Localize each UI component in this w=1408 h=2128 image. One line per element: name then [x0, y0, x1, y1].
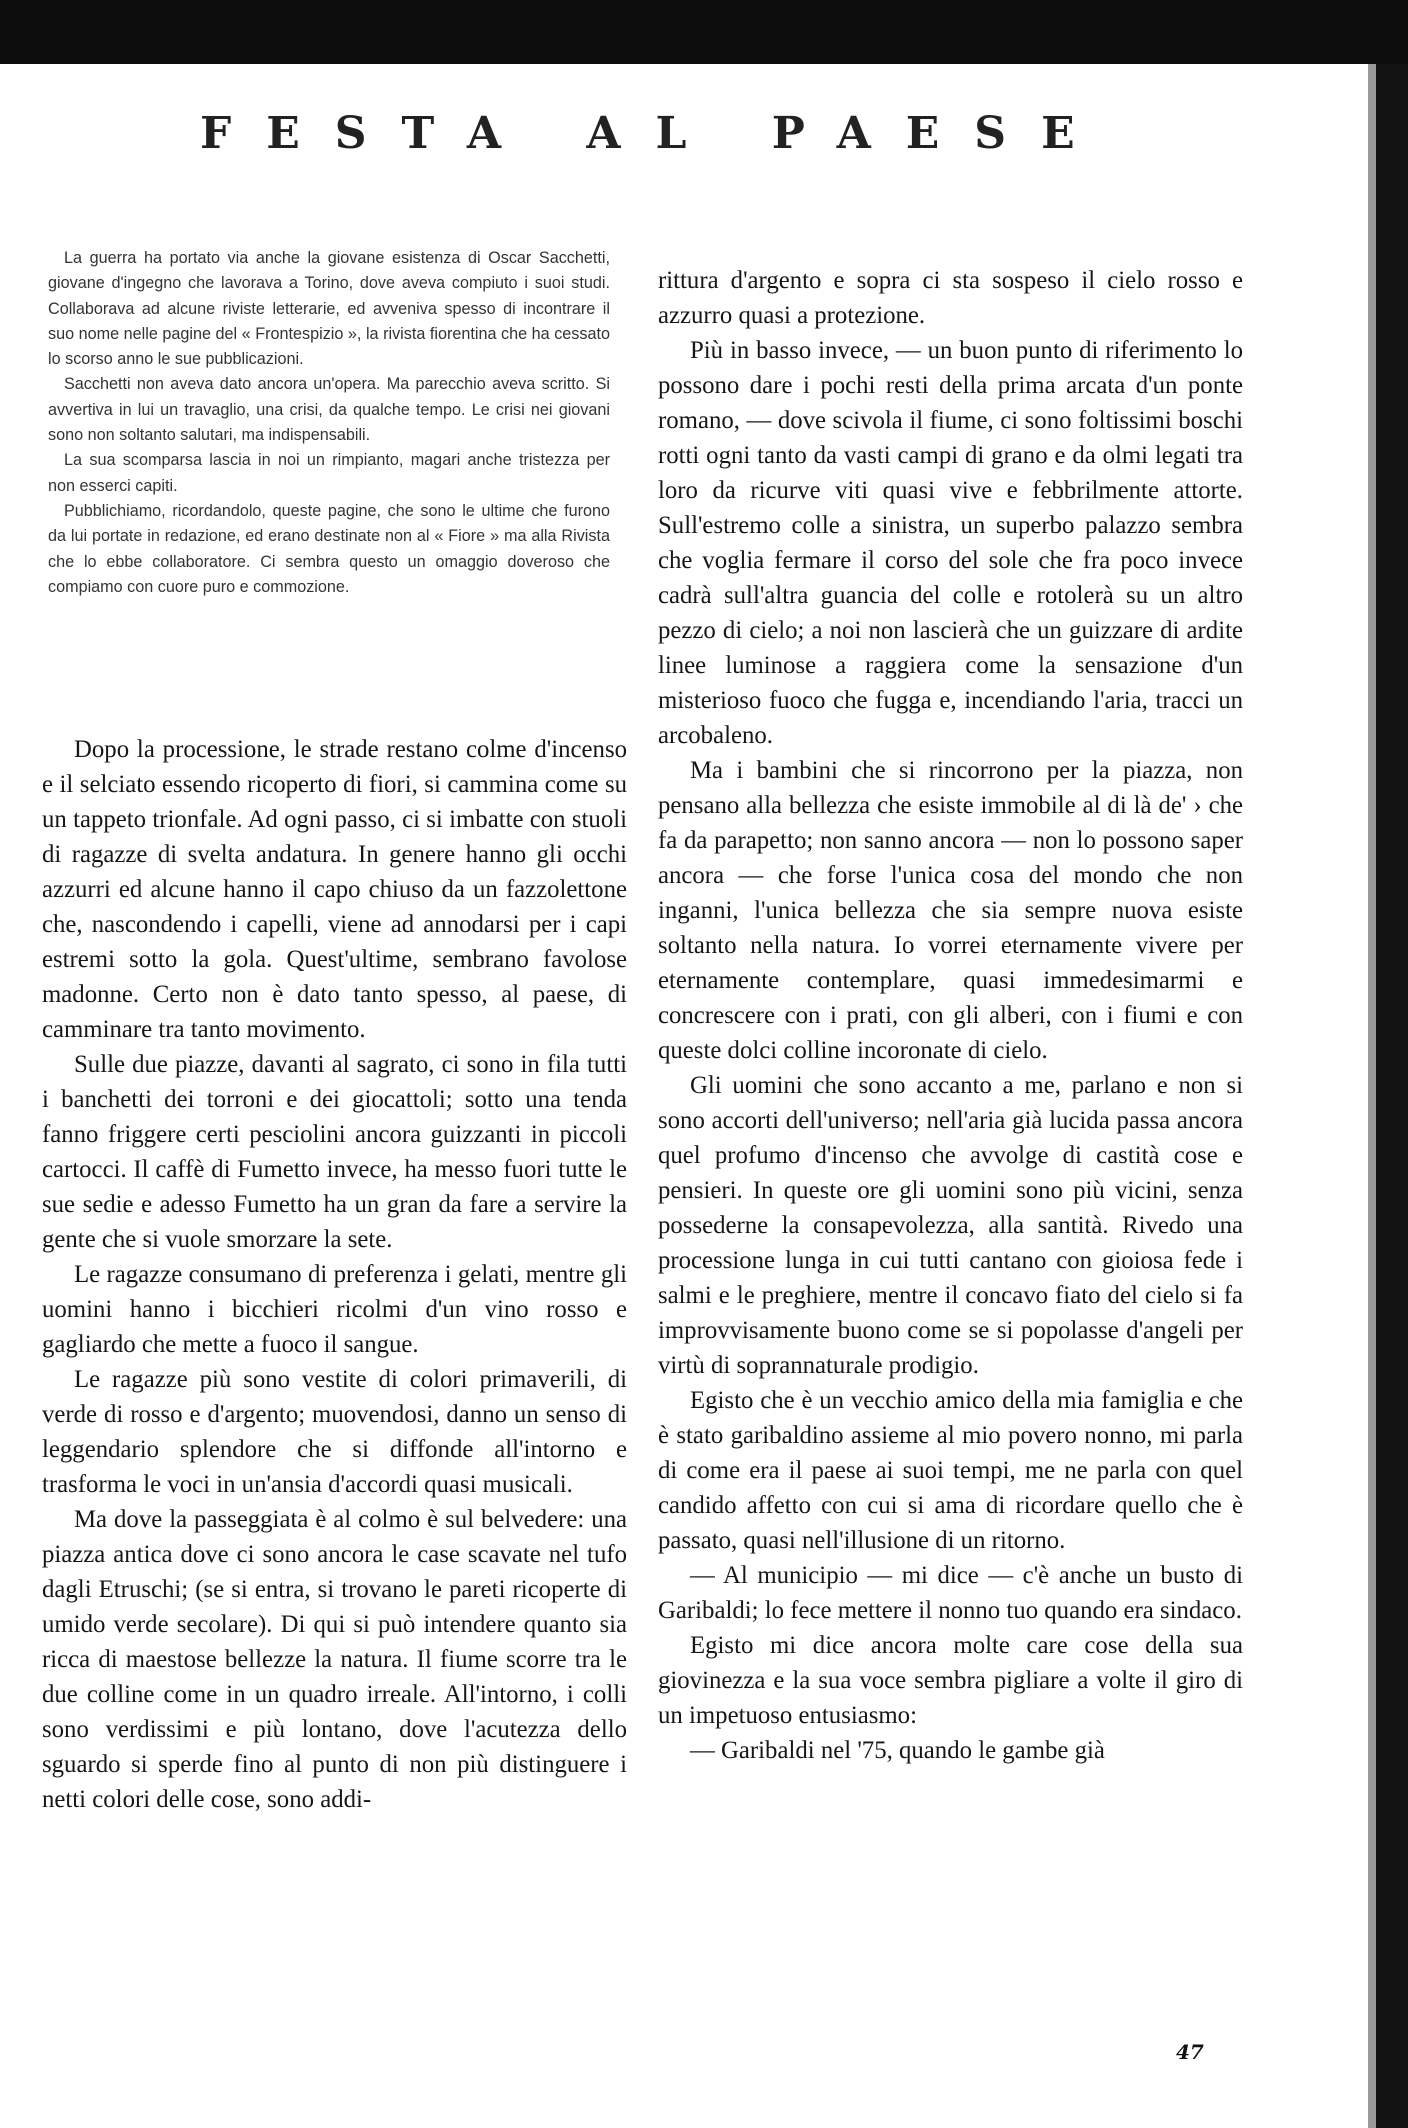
- article-title: FESTA AL PAESE: [200, 108, 1110, 159]
- scan-right-border: [1376, 64, 1408, 2128]
- editorial-note: [48, 246, 610, 600]
- body-paragraph: Le ragazze più sono vestite di colori primaverili, di verde di rosso e d'argento; muovendosi, danno un senso di leggendario splendore che si diffonde all'intorno e trasforma le voci in un'ansia d'accordi quasi musicali.: [42, 1366, 627, 1498]
- editorial-note-paragraph: La guerra ha portato via anche la giovane esistenza di Oscar Sacchetti, giovane d'ingegno che lavorava a Torino, dove aveva compiuto i suoi studi. Collaborava ad alcune riviste letterarie, ed avveniva spesso di incontrare il suo nome nelle pagine del « Frontespizio », la rivista fiorentina che ha cessato lo scorso anno le sue pubblicazioni.: [48, 249, 610, 369]
- body-paragraph: Sulle due piazze, davanti al sagrato, ci sono in fila tutti i banchetti dei torroni e dei giocattoli; sotto una tenda fanno friggere certi pesciolini ancora guizzanti in piccoli cartocci. Il caffè di Fumetto invece, ha messo fuori tutte le sue sedie e adesso Fumetto ha un gran da fare a servire la gente che si vuole smorzare la sete.: [42, 1051, 627, 1253]
- editorial-note-paragraph: Sacchetti non aveva dato ancora un'opera. Ma parecchio aveva scritto. Si avvertiva in lui un travaglio, una crisi, da qualche tempo. Le crisi nei giovani sono non soltanto salutari, ma indispensabili.: [48, 375, 610, 445]
- editorial-note-paragraph: La sua scomparsa lascia in noi un rimpianto, magari anche tristezza per non esserci capiti.: [48, 451, 610, 495]
- scan-top-border: [0, 0, 1408, 64]
- page-number: 47: [1176, 2040, 1204, 2064]
- body-column-right: [658, 263, 1243, 1768]
- body-paragraph: Ma i bambini che si rincorrono per la piazza, non pensano alla bellezza che esiste immobile al di là de' › che fa da parapetto; non sanno ancora — non lo possono saper ancora — che forse l'unica cosa del mondo che non inganni, l'unica bellezza che sia sempre nuova esiste soltanto nella natura. Io vorrei eternamente vivere per eternamente contemplare, quasi immedesimarmi e concrescere con i prati, con gli alberi, con i fiumi e con queste dolci colline incoronate di cielo.: [658, 757, 1243, 1064]
- body-paragraph: Gli uomini che sono accanto a me, parlano e non si sono accorti dell'universo; nell'aria già lucida passa ancora quel profumo d'incenso che avvolge di castità cose e pensieri. In queste ore gli uomini sono più vicini, senza possederne la consapevolezza, alla santità. Rivedo una processione lunga in cui tutti cantano con gioiosa fede i salmi e le preghiere, mentre il concavo fiato del cielo si fa improvvisamente buono come se si popolasse d'angeli per virtù di soprannaturale prodigio.: [658, 1072, 1243, 1379]
- body-paragraph: Le ragazze consumano di preferenza i gelati, mentre gli uomini hanno i bicchieri ricolmi d'un vino rosso e gagliardo che mette a fuoco il sangue.: [42, 1261, 627, 1358]
- body-paragraph: Ma dove la passeggiata è al colmo è sul belvedere: una piazza antica dove ci sono ancora le case scavate nel tufo dagli Etruschi; (se si entra, si trovano le pareti ricoperte di umido verde secolare). Di qui si può intendere quanto sia ricca di maestose bellezze la natura. Il fiume scorre tra le due colline come in un quadro irreale. All'intorno, i colli sono verdissimi e più lontano, dove l'acutezza dello sguardo si sperde fino al punto di non più distinguere i netti colori delle cose, sono addi-: [42, 1506, 627, 1813]
- body-paragraph: — Garibaldi nel '75, quando le gambe già: [690, 1737, 1105, 1764]
- editorial-note-paragraph: Pubblichiamo, ricordandolo, queste pagine, che sono le ultime che furono da lui portate in redazione, ed erano destinate non al « Fiore » ma alla Rivista che lo ebbe collaboratore. Ci sembra questo un omaggio doveroso che compiamo con cuore puro e commozione.: [48, 501, 610, 596]
- body-column-left: [42, 732, 627, 1817]
- body-paragraph: Dopo la processione, le strade restano colme d'incenso e il selciato essendo ricoperto di fiori, si cammina come su un tappeto trionfale. Ad ogni passo, ci si imbatte con stuoli di ragazze di svelta andatura. In genere hanno gli occhi azzurri ed alcune hanno il capo chiuso da un fazzolettone che, nascondendo i capelli, viene ad annodarsi per i capi estremi sotto la gola. Quest'ultime, sembrano favolose madonne. Certo non è dato tanto spesso, al paese, di camminare tra tanto movimento.: [42, 736, 627, 1043]
- body-paragraph: Più in basso invece, — un buon punto di riferimento lo possono dare i pochi resti della prima arcata d'un ponte romano, — dove scivola il fiume, ci sono foltissimi boschi rotti ogni tanto da vasti campi di grano e da olmi legati tra loro da ricurve viti quasi vive e febbrilmente attorte. Sull'estremo colle a sinistra, un superbo palazzo sembra che voglia fermare il corso del sole che fra poco invece cadrà sull'altra guancia del colle e rotolerà su un altro pezzo di cielo; a noi non lascierà che un guizzare di ardite linee luminose a raggiera come la sensazione d'un misterioso fuoco che fugga e, incendiando l'aria, tracci un arcobaleno.: [658, 337, 1243, 749]
- body-paragraph: Egisto mi dice ancora molte care cose della sua giovinezza e la sua voce sembra pigliare a volte il giro di un impetuoso entusiasmo:: [658, 1632, 1243, 1729]
- body-paragraph: — Al municipio — mi dice — c'è anche un busto di Garibaldi; lo fece mettere il nonno tuo quando era sindaco.: [658, 1562, 1243, 1624]
- body-paragraph: Egisto che è un vecchio amico della mia famiglia e che è stato garibaldino assieme al mio povero nonno, mi parla di come era il paese ai suoi tempi, me ne parla con quel candido affetto con cui si ama di ricordare quello che è passato, quasi nell'illusione di un ritorno.: [658, 1387, 1243, 1554]
- body-paragraph-continued: rittura d'argento e sopra ci sta sospeso il cielo rosso e azzurro quasi a protezione.: [658, 267, 1243, 329]
